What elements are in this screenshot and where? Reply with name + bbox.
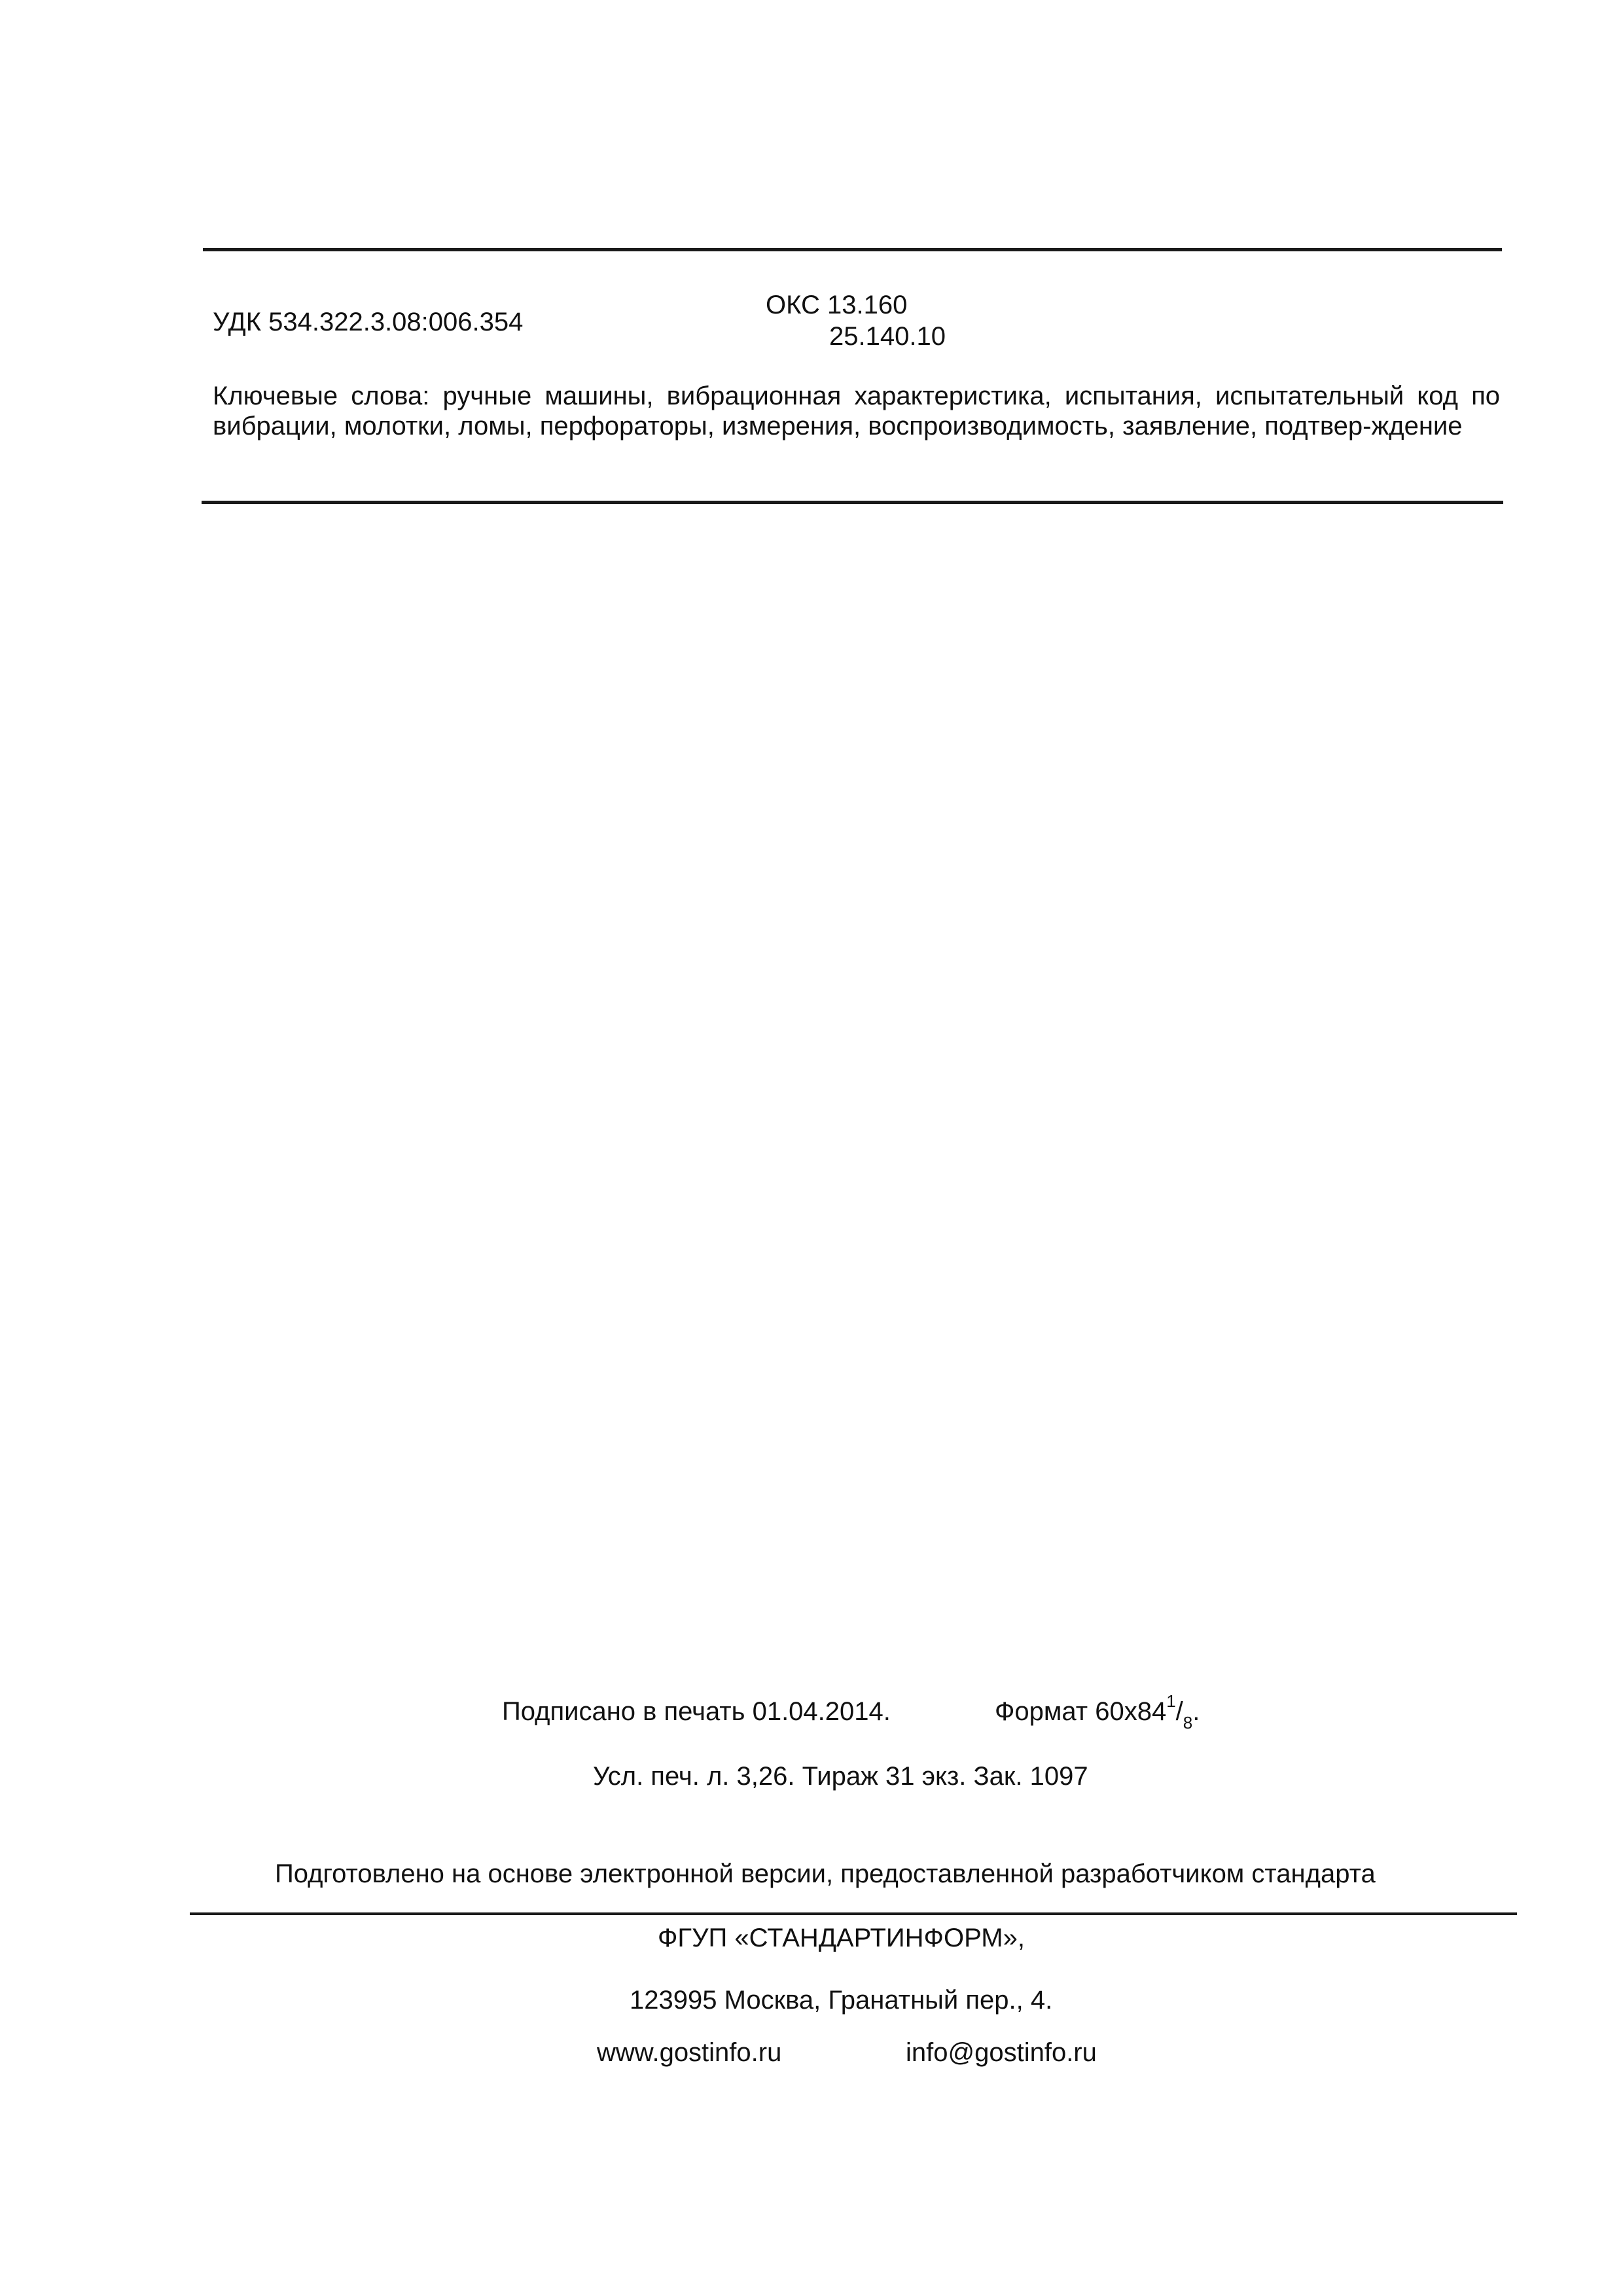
print-format-denominator: 8 <box>1183 1713 1193 1732</box>
keywords-bottom-rule <box>202 501 1503 504</box>
signed-date: Подписано в печать 01.04.2014. <box>502 1697 891 1726</box>
print-info: Усл. печ. л. 3,26. Тираж 31 экз. Зак. 1097 <box>593 1762 1088 1791</box>
publisher-website[interactable]: www.gostinfo.ru <box>597 2038 782 2067</box>
print-format-suffix: . <box>1192 1697 1200 1726</box>
print-format <box>995 1691 1200 1732</box>
prepared-note: Подготовлено на основе электронной версии, предоставленной разработчиком стандарта <box>275 1859 1376 1888</box>
udk-code: УДК 534.322.3.08:006.354 <box>213 308 524 336</box>
publisher-email[interactable]: info@gostinfo.ru <box>906 2038 1097 2067</box>
top-rule <box>203 248 1502 251</box>
publisher-rule <box>190 1912 1517 1915</box>
keywords-text: Ключевые слова: ручные машины, вибрационная характеристика, испытания, испытательный код по вибрации, молотки, ломы, перфораторы, измерения, воспроизводимость, заявление, подтвер-ждение <box>213 382 1500 440</box>
publisher-name: ФГУП «СТАНДАРТИНФОРМ», <box>658 1924 1025 1952</box>
oks-code-line1: ОКС 13.160 <box>766 291 908 319</box>
publisher-address: 123995 Москва, Гранатный пер., 4. <box>630 1986 1053 2015</box>
print-format-prefix: Формат 60x84 <box>995 1697 1167 1726</box>
print-format-separator: / <box>1175 1697 1183 1726</box>
oks-code-line2: 25.140.10 <box>829 322 946 351</box>
print-format-numerator: 1 <box>1166 1691 1176 1711</box>
